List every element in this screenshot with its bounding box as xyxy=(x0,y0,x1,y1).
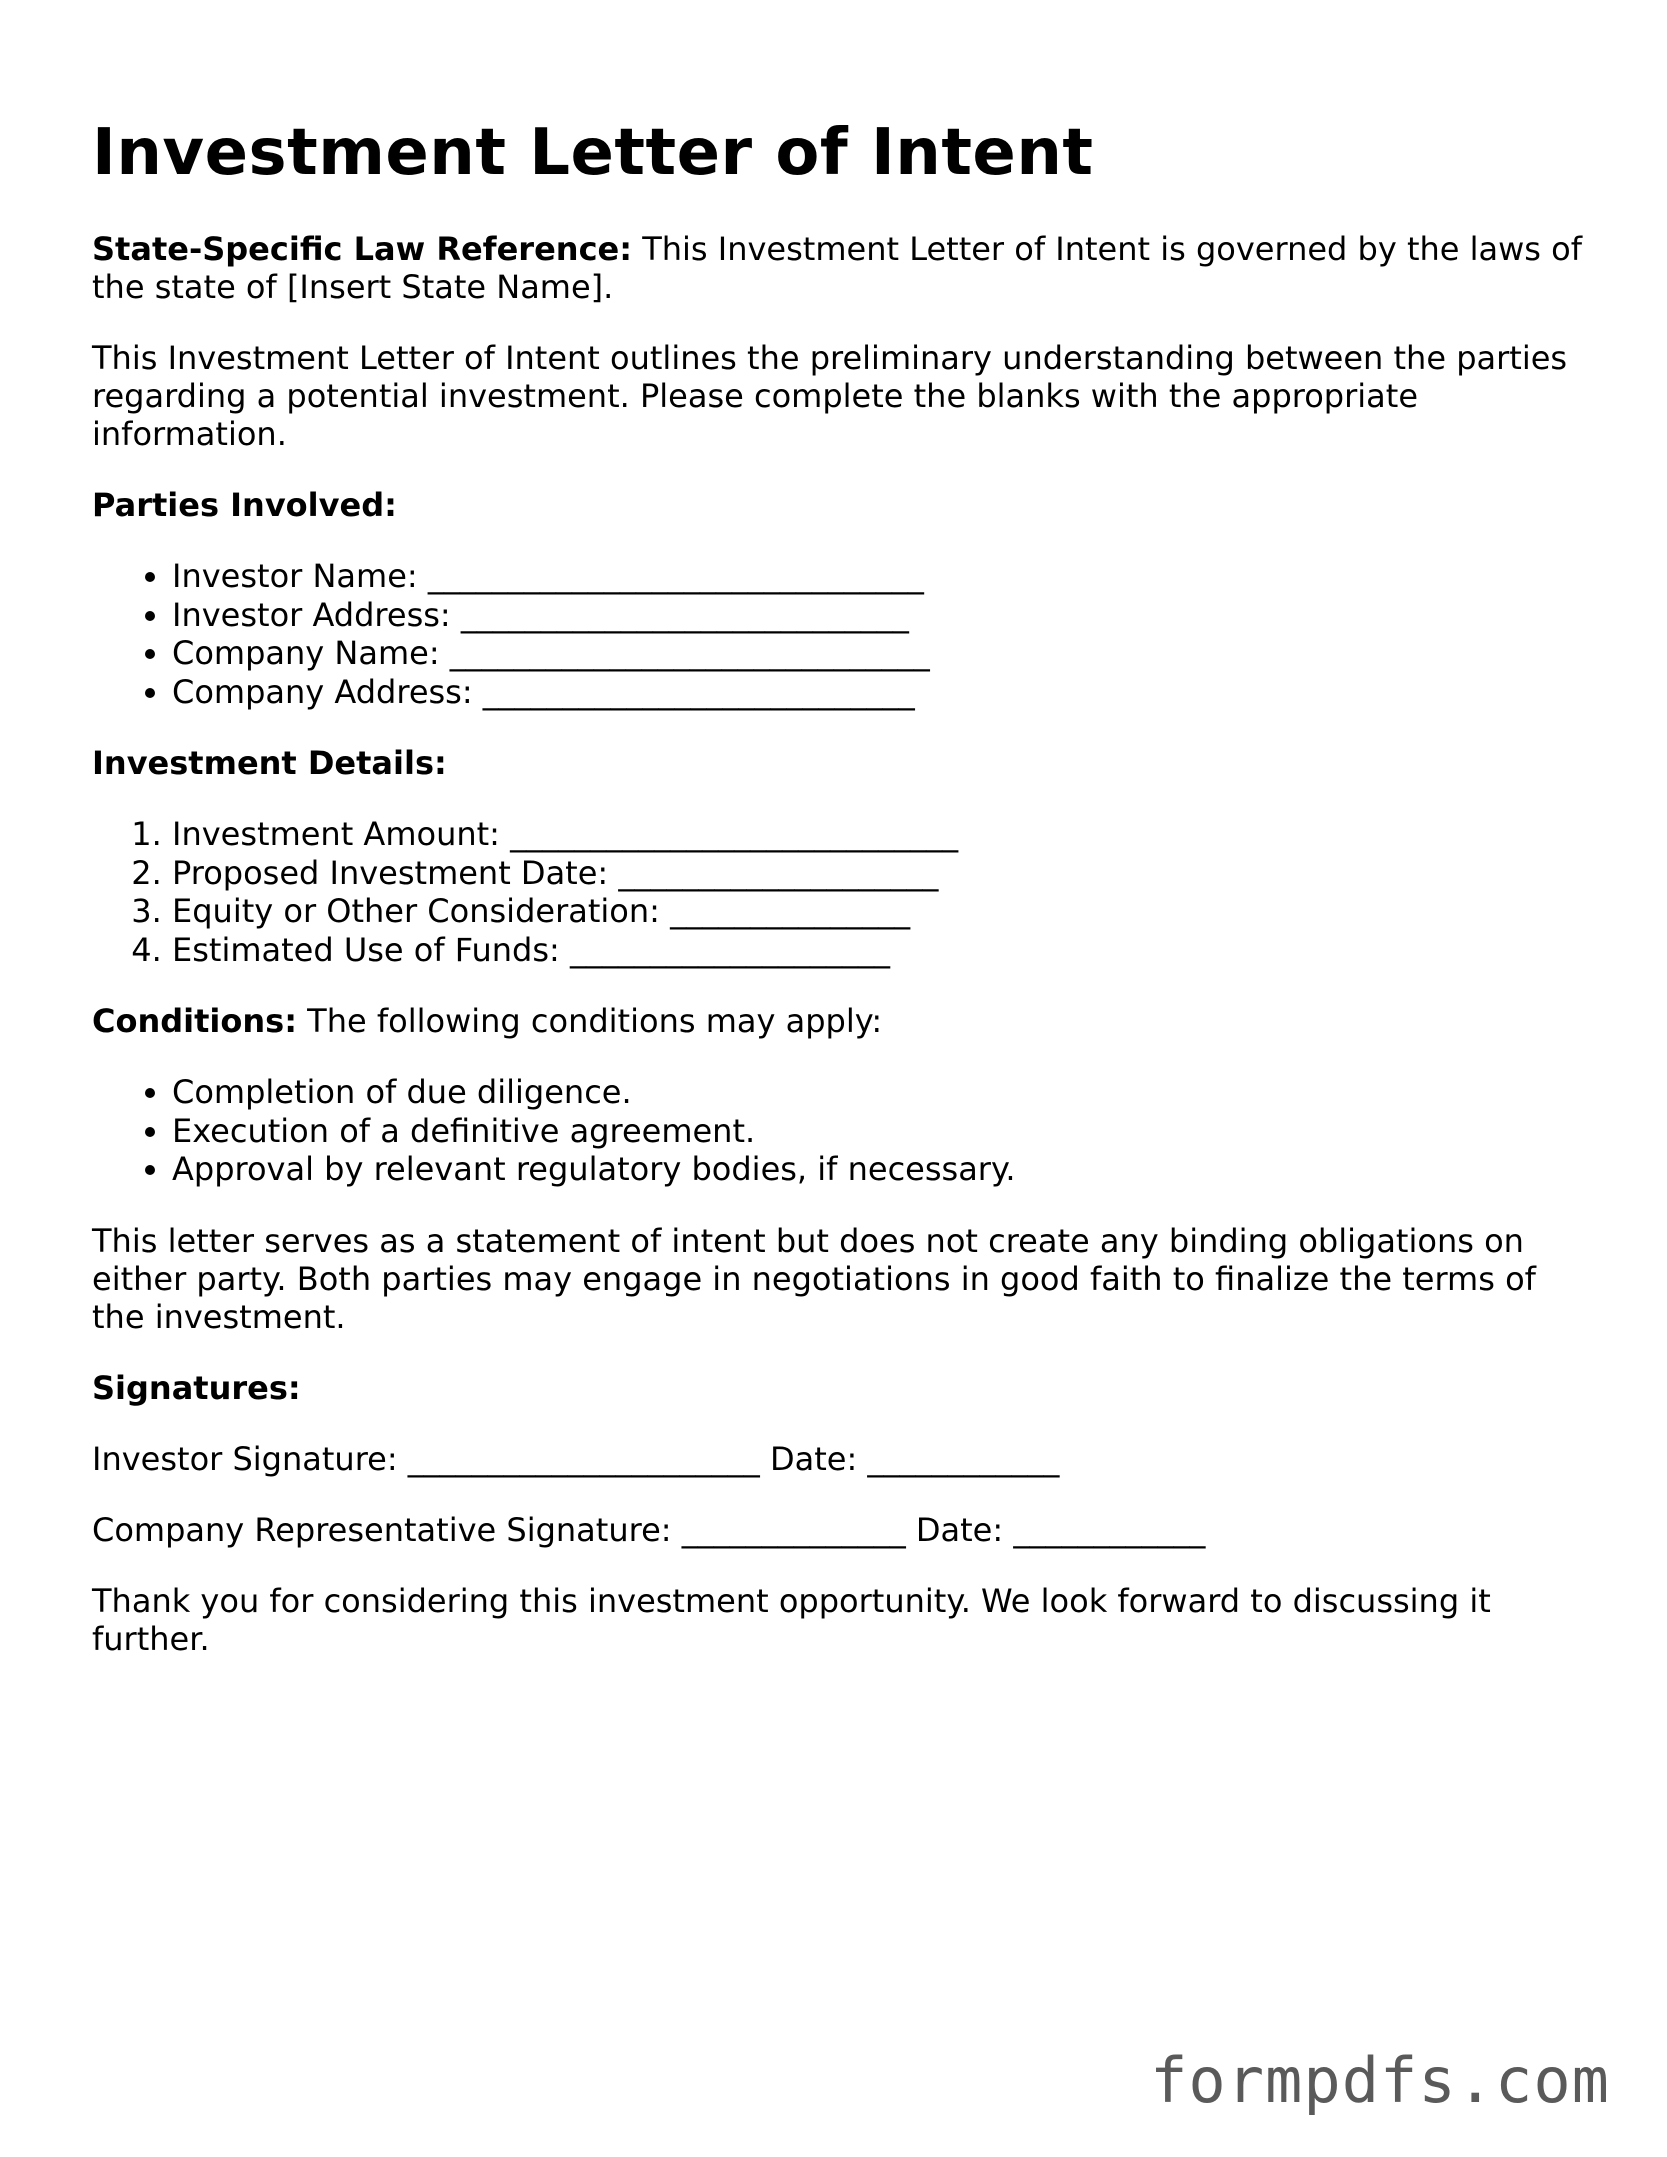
intro-paragraph: This Investment Letter of Intent outlines the preliminary understanding between the parties regarding a potential investment. Please complete the blanks with the appropriate information. xyxy=(92,339,1568,454)
list-item-investor-name: • Investor Name: _______________________________ xyxy=(172,557,1582,596)
list-item-company-address: • Company Address: ___________________________ xyxy=(172,673,1582,712)
parties-heading: Parties Involved: xyxy=(92,486,397,525)
list-item-investment-date: 2. Proposed Investment Date: ____________________ xyxy=(172,854,1582,893)
law-reference-paragraph xyxy=(92,230,1582,306)
list-item-investor-address: • Investor Address: ____________________________ xyxy=(172,596,1582,635)
signatures-heading: Signatures: xyxy=(92,1368,301,1407)
statement-paragraph: This letter serves as a statement of intent but does not create any binding obligations on either party. Both parties may engage in negotiations in good faith to finalize the terms of the investment. xyxy=(92,1221,1536,1336)
document-title: Investment Letter of Intent xyxy=(92,116,1094,190)
document-page xyxy=(92,118,1582,1691)
investment-details-list xyxy=(92,815,1582,969)
list-item-investment-amount: 1. Investment Amount: ____________________________ xyxy=(172,815,1582,854)
list-item-definitive-agreement: • Execution of a definitive agreement. xyxy=(172,1112,1582,1151)
list-item-regulatory-approval: • Approval by relevant regulatory bodies, if necessary. xyxy=(172,1150,1582,1189)
list-item-use-of-funds: 4. Estimated Use of Funds: ____________________ xyxy=(172,931,1582,970)
list-item-due-diligence: • Completion of due diligence. xyxy=(172,1073,1582,1112)
list-item-company-name: • Company Name: ______________________________ xyxy=(172,634,1582,673)
parties-list xyxy=(92,557,1582,711)
conditions-label: Conditions: xyxy=(92,1002,297,1041)
company-signature-line: Company Representative Signature: ______________ Date: ____________ xyxy=(92,1510,1206,1549)
conditions-list xyxy=(92,1073,1582,1189)
conditions-paragraph xyxy=(92,1002,1582,1040)
closing-paragraph: Thank you for considering this investment opportunity. We look forward to discussing it further. xyxy=(92,1581,1491,1658)
law-reference-text: This Investment Letter of Intent is governed by the laws of the state of [Insert State Name]. xyxy=(92,230,1582,307)
law-reference-label: State-Specific Law Reference: xyxy=(92,230,633,269)
list-item-equity-consideration: 3. Equity or Other Consideration: _______________ xyxy=(172,892,1582,931)
investment-details-heading: Investment Details: xyxy=(92,744,447,783)
investor-signature-line: Investor Signature: ______________________ Date: ____________ xyxy=(92,1439,1060,1478)
watermark-text: formpdfs.com xyxy=(1150,2044,1610,2117)
conditions-text: The following conditions may apply: xyxy=(297,1002,883,1041)
